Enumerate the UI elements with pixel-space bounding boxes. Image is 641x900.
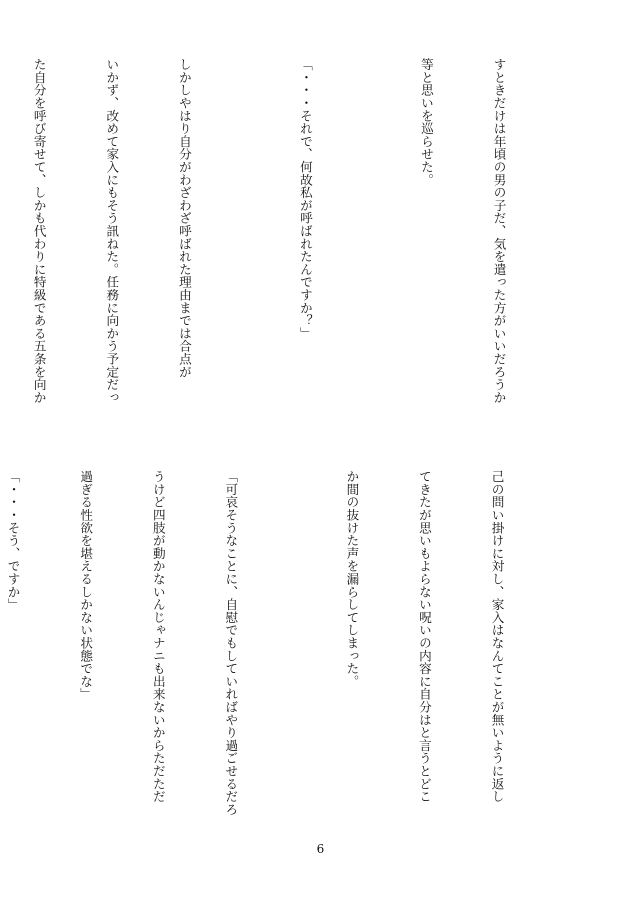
dialogue-line: 「可哀そうなことに、自慰でもしていればやり過ごせるだろ [223,470,239,816]
dialogue-line: 「・・・それで、何故私が呼ばれたんですか？」 [297,58,313,340]
text-line: てきたが思いもよらない呪いの内容に自分はと言うとどこ [416,470,432,803]
dialogue-line: 「・・・そう、ですか」 [5,470,21,611]
text-block-lower [0,470,557,840]
text-line: か間の抜けた声を漏らしてしまった。 [344,470,360,688]
text-line: 己の問い掛けに対し、家入はなんてことが無いように返し [489,470,505,803]
text-line: しかしやはり自分がわざわざ呼ばれた理由までは合点が [176,58,192,378]
text-line: 等と思いを巡らせた。 [418,58,434,186]
text-line: すときだけは年頃の男の子だ、気を遣った方がいいだろうか [491,58,507,404]
dialogue-line: 過ぎる性欲を堪えるしかない状態でな」 [78,470,94,701]
dialogue-line: うけど四肢が動かないんじゃナニも出来ないからただただ [150,470,166,803]
text-line: いかず、改めて家入にもそう訊ねた。任務に向かう予定だっ [104,58,120,404]
text-line: た自分を呼び寄せて、しかも代わりに特級である五条を向か [31,58,47,404]
text-block-upper [0,58,559,428]
page-number: 6 [316,842,325,856]
